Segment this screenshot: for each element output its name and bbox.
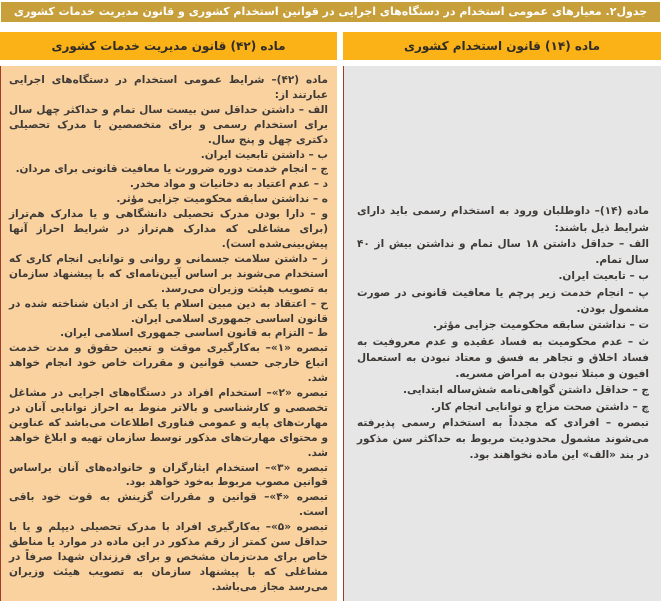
paragraph: و – دارا بودن مدرک تحصیلی دانشگاهی و یا مدارک هم‌تراز (برای مشاغلی که مدارک هم‌تراز در شرایط احراز آنها پیش‌بینی‌شده است). xyxy=(9,208,328,250)
paragraph: الف – داشتن حداقل سن بیست سال تمام و حداکثر چهل سال برای استخدام رسمی و برای متخصصین با مدرک تحصیلی دکتری چهل و پنج سال. xyxy=(9,103,328,146)
paragraph: تبصره «۵»– به‌کارگیری افراد با مدرک تحصیلی دیپلم و یا با حداقل سن کمتر از رقم مذکور در این ماده در موارد یا مناطق خاص برای مدت‌زمان مشخص و برای فرزندان شهدا صرفاً در مشاغلی که با پیشنهاد سازمان به تصویب هیئت وزیران می‌رسد مجاز می‌باشد. xyxy=(9,521,328,593)
table-body-row xyxy=(0,66,661,601)
paragraph: تبصره «۱»– به‌کارگیری موقت و تعیین حقوق و مدت خدمت اتباع خارجی حسب قوانین و مقررات خاص خود انجام خواهد شد. xyxy=(9,342,328,385)
column-header-civil-employment-law: ماده (۱۴) قانون استخدام کشوری xyxy=(343,32,661,60)
column-body-civil-employment-law xyxy=(343,66,661,601)
paragraph: ه – نداشتن سابقه محکومیت جزایی مؤثر. xyxy=(116,193,328,206)
paragraph: الف – حداقل داشتن ۱۸ سال تمام و نداشتن بیش از ۴۰ سال تمام. xyxy=(357,237,649,267)
paragraph: ح – اعتقاد به دین مبین اسلام یا یکی از ادیان شناخته شده در قانون اساسی جمهوری اسلامی ایران. xyxy=(9,297,328,325)
paragraph: تبصره «۴»– قوانین و مقررات گزینش به قوت خود باقی است. xyxy=(9,491,329,519)
paragraph: پ – انجام خدمت زیر پرچم یا معافیت قانونی در صورت مشمول بودن. xyxy=(357,286,649,315)
paragraph: ماده (۴۲)– شرایط عمومی استخدام در دستگاه‌های اجرایی عبارتند از: xyxy=(9,74,328,101)
paragraph: ج – انجام خدمت دوره ضرورت یا معافیت قانونی برای مردان. xyxy=(15,163,328,176)
paragraph: ج – حداقل داشتن گواهی‌نامه شش‌ساله ابتدایی. xyxy=(402,384,649,397)
paragraph: ت – نداشتن سابقه محکومیت جزایی مؤثر. xyxy=(432,319,649,332)
paragraph: ز – داشتن سلامت جسمانی و روانی و توانایی انجام کاری که استخدام می‌شوند بر اساس آیین‌نامه‌ای که با پیشنهاد سازمان به تصویب هیئت وزیران می‌رسد. xyxy=(9,252,328,295)
paragraph: د – عدم اعتیاد به دخانیات و مواد مخدر. xyxy=(129,178,328,191)
paragraph: تبصره «۲»– استخدام افراد در دستگاه‌های اجرایی در مشاغل تخصصی و کارشناسی و بالاتر منوط به احراز توانایی آنان در مهارت‌های پایه و عمومی فناوری اطلاعات می‌باشد که عناوین و محتوای مهارت‌های مذکور توسط سازمان تهیه و ابلاغ خواهد شد. xyxy=(9,387,329,459)
column-body-civil-service-management-law xyxy=(0,66,337,601)
paragraph: ب – داشتن تابعیت ایران. xyxy=(200,148,328,161)
paragraph: تبصره «۳»– استخدام ایثارگران و خانواده‌های آنان براساس قوانین مصوب مربوط به‌خود خواهد بود. xyxy=(9,461,328,489)
table-title: جدول۲. معیارهای عمومی استخدام در دستگاه‌های اجرایی در قوانین استخدام کشوری و قانون مدیریت خدمات کشوری xyxy=(1,2,660,22)
paragraph: تبصره – افرادی که مجدداً به استخدام رسمی پذیرفته می‌شوند مشمول محدودیت مربوط به حداکثر سن مذکور در بند «الف» این ماده نخواهند بود. xyxy=(357,416,649,462)
paragraph: چ – داشتن صحت مزاج و توانایی انجام کار. xyxy=(430,400,649,413)
paragraph: ث – عدم محکومیت به فساد عقیده و عدم معروفیت به فساد اخلاق و تجاهر به فسق و معتاد نبودن به استعمال افیون و مبتلا نبودن به امراض مسریه. xyxy=(357,335,649,381)
paragraph: ط – التزام به قانون اساسی جمهوری اسلامی ایران. xyxy=(60,327,328,340)
table-header-row xyxy=(0,32,661,60)
paragraph: ماده (۱۴)– داوطلبان ورود به استخدام رسمی باید دارای شرایط ذیل باشند: xyxy=(357,205,649,234)
paragraph: ب – تابعیت ایران. xyxy=(558,270,649,283)
column-header-civil-service-management-law: ماده (۴۲) قانون مدیریت خدمات کشوری xyxy=(0,32,337,60)
